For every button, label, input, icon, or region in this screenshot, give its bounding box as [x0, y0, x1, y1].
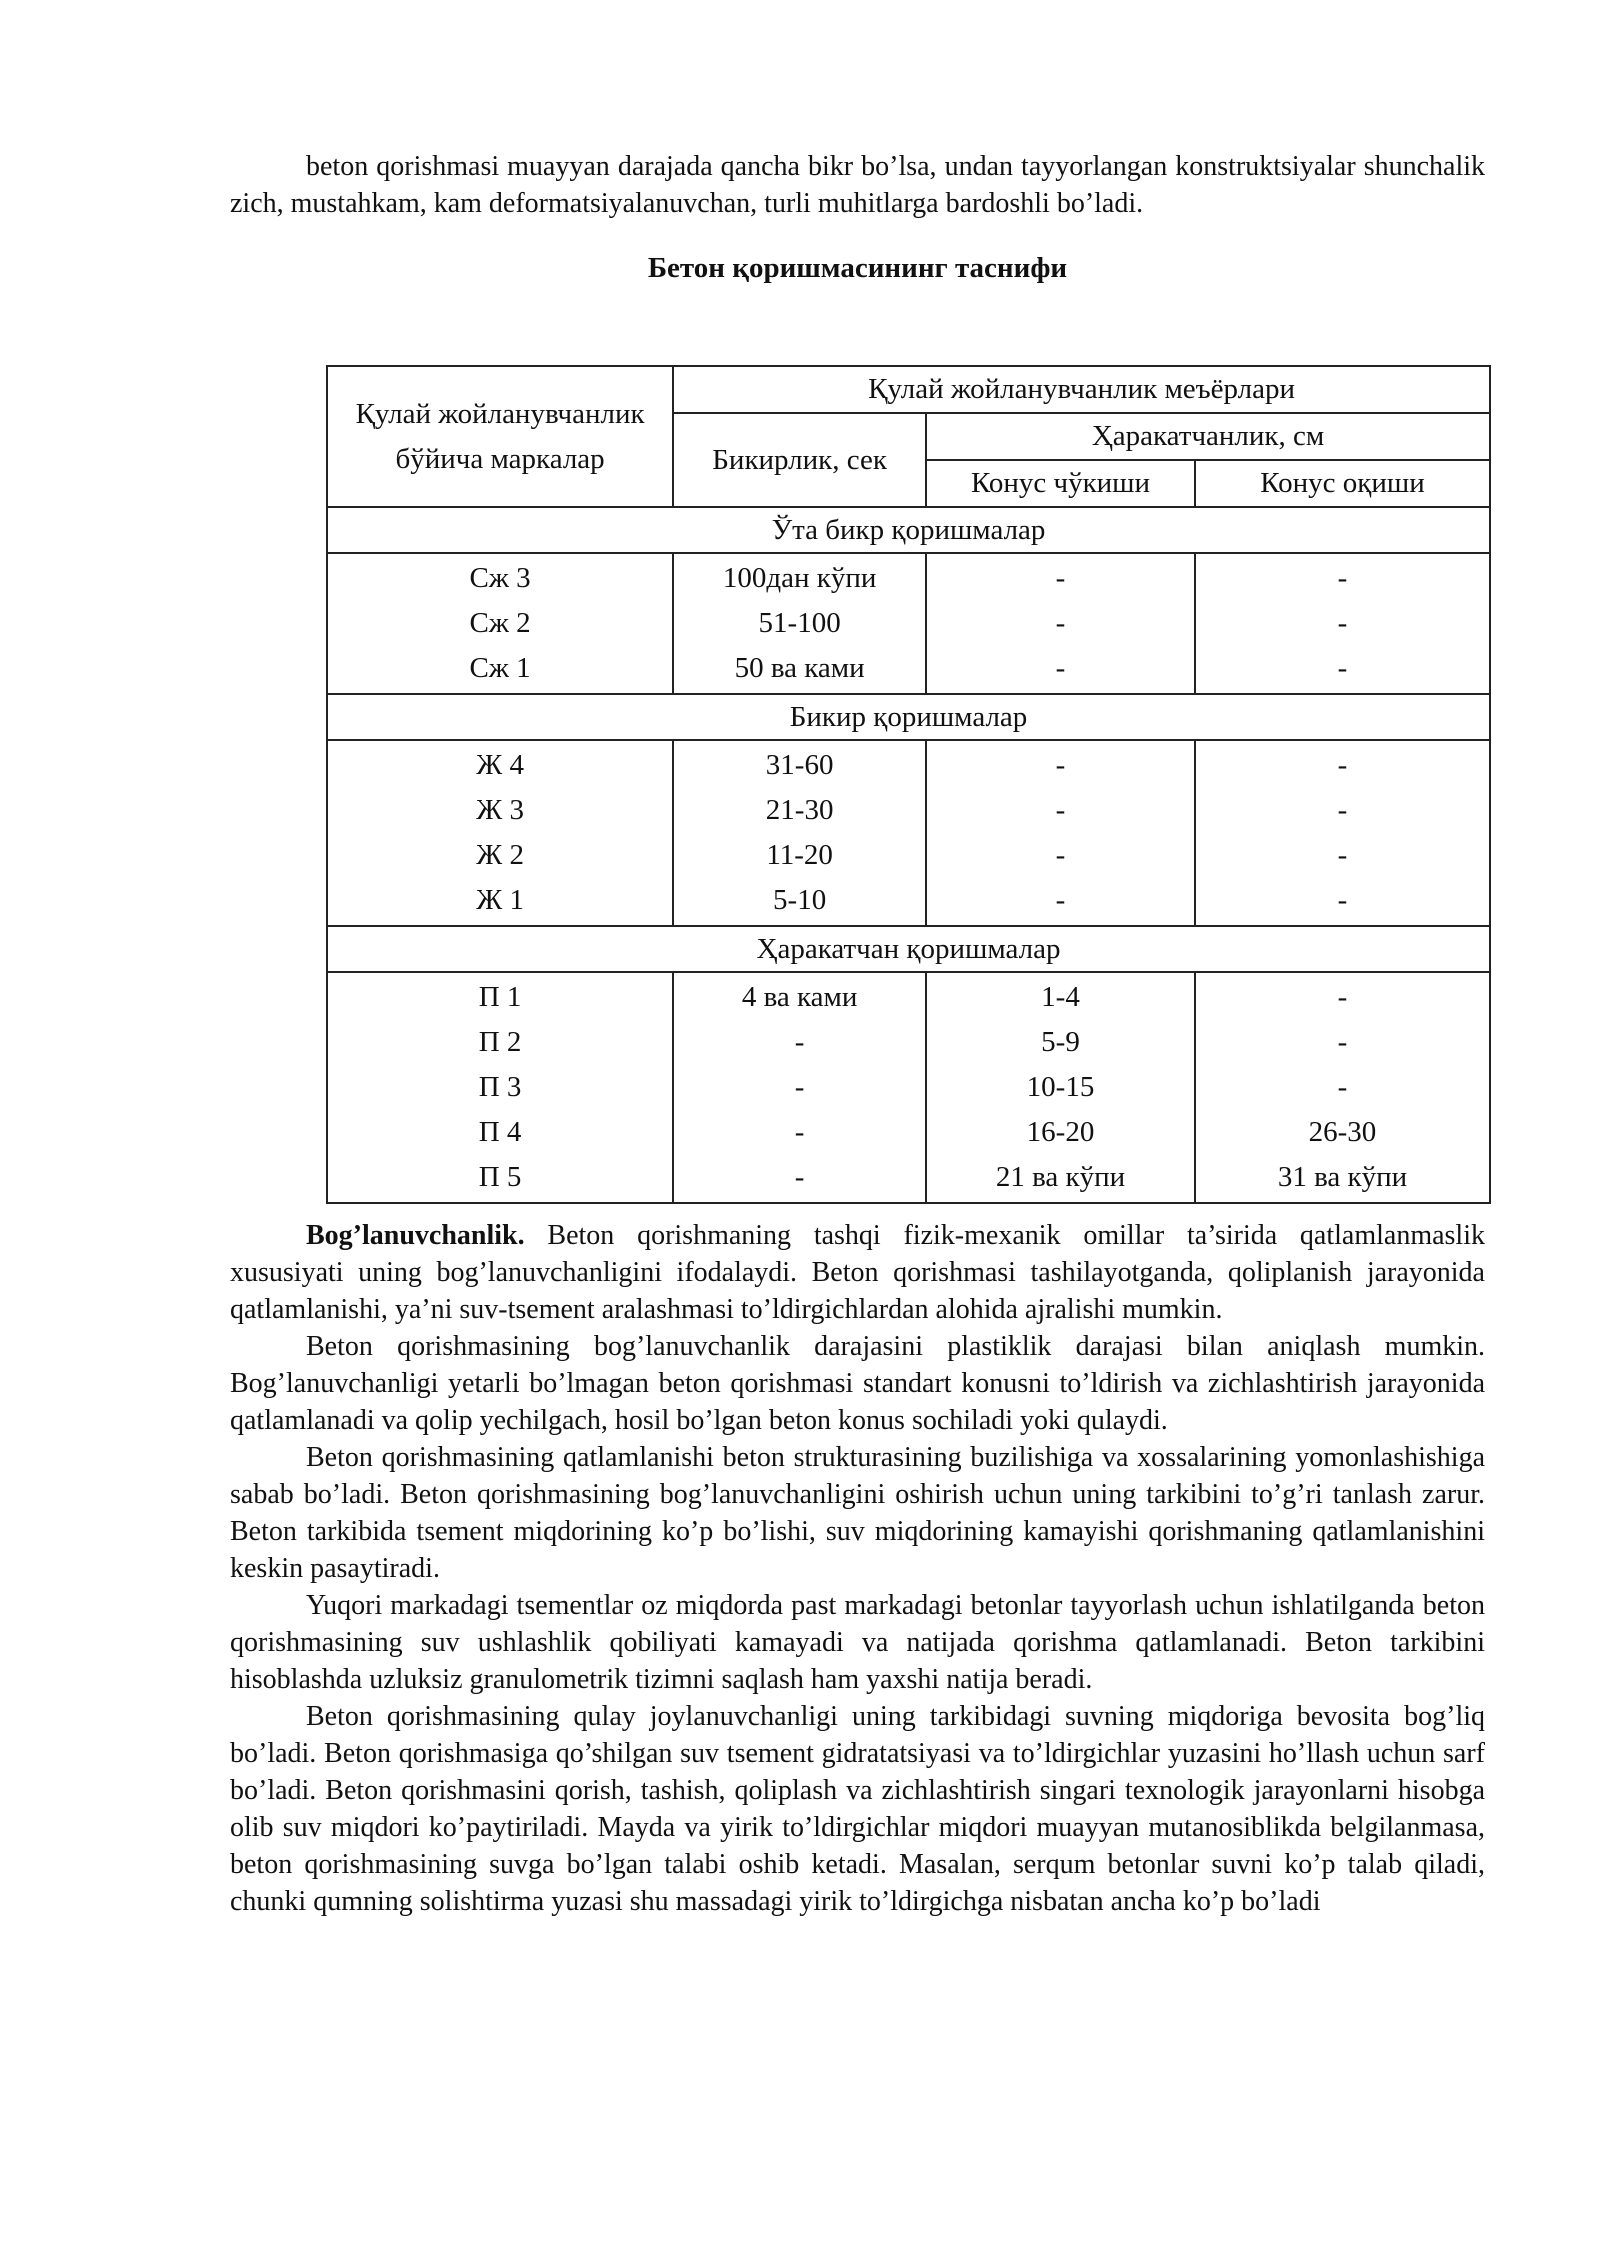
- cell-value: 4 ва ками: [741, 981, 858, 1013]
- section-title: Ҳаракатчан қоришмалар: [327, 926, 1490, 972]
- table-cell: [1195, 740, 1490, 926]
- cell-value: 31 ва кўпи: [1277, 1161, 1408, 1193]
- cell-value: -: [1055, 794, 1066, 826]
- cell-value: Ж 4: [476, 749, 524, 781]
- cell-value: Ж 2: [476, 839, 524, 871]
- cell-value: 51-100: [758, 607, 841, 639]
- cell-value: -: [1337, 839, 1348, 871]
- paragraph-lead: Bog’lanuvchanlik.: [306, 1220, 525, 1251]
- table-cell: [673, 740, 926, 926]
- paragraph: Beton qorishmasining qulay joylanuvchanligi uning tarkibidagi suvning miqdoriga bevosita bog’liq bo’ladi. Beton qorishmasiga qo’shilgan suv tsement gidratatsiyasi va to’ldirgichlar yuzasini ho’llash uchun sarf bo’ladi. Beton qorishmasini qorish, tashish, qoliplash va zichlashtirish singari texnologik jarayonlarni hisobga olib suv miqdori ko’paytiriladi. Mayda va yirik to’ldirgichlar miqdori muayyan mutanosiblikda belgilanmasa, beton qorishmasining suvga bo’lgan talabi oshib ketadi. Masalan, serqum betonlar suvni ko’p talab qiladi, chunki qumning solishtirma yuzasi shu massadagi yirik to’ldirgichga nisbatan ancha ko’p bo’ladi: [230, 1701, 1485, 1917]
- cell-value: 11-20: [766, 839, 833, 871]
- cell-value: 21 ва кўпи: [995, 1161, 1126, 1193]
- header-cone-flow: Конус оқиши: [1195, 460, 1490, 507]
- table-cell: [1195, 553, 1490, 694]
- cell-value: 31-60: [765, 749, 834, 781]
- cell-value: Сж 1: [469, 652, 531, 684]
- cell-value: П 4: [478, 1116, 522, 1148]
- header-marks-label: Қулай жойланувчанлик бўйича маркалар: [355, 397, 645, 475]
- table-cell: [926, 553, 1195, 694]
- intro-paragraph: beton qorishmasi muayyan darajada qancha bikr bo’lsa, undan tayyorlangan konstruktsiyalar shunchalik zich, mustahkam, kam deformatsiyalanuvchan, turli muhitlarga bardoshli bo’ladi.: [230, 151, 1485, 219]
- section-title: Бикир қоришмалар: [327, 694, 1490, 740]
- cell-value: -: [1055, 562, 1066, 594]
- table-cell: [926, 740, 1195, 926]
- cell-value: -: [1337, 562, 1348, 594]
- cell-value: -: [1055, 839, 1066, 871]
- header-mobility: Ҳаракатчанлик, см: [926, 413, 1490, 460]
- cell-value: 21-30: [765, 794, 834, 826]
- cell-value: -: [1337, 749, 1348, 781]
- paragraph-text: Beton qorishmaning tashqi fizik-mexanik omillar ta’sirida qatlamlanmaslik xususiyati uning bog’lanuvchanligini ifodalaydi. Beton qorishmasi tashilayotganda, qoliplanish jarayonida qatlamlanishi, ya’ni suv-tsement aralashmasi to’ldirgichlardan alohida ajralishi mumkin.: [230, 1220, 1485, 1325]
- paragraph: [230, 1217, 1485, 1328]
- cell-value: 50 ва ками: [734, 652, 865, 684]
- cell-value: -: [794, 1026, 805, 1058]
- body-text: [230, 1217, 1485, 1920]
- table-cell: [926, 972, 1195, 1203]
- cell-value: -: [1337, 1071, 1348, 1103]
- header-group: Қулай жойланувчанлик меъёрлари: [673, 366, 1490, 413]
- classification-table: [326, 365, 1491, 1204]
- cell-value: П 3: [478, 1071, 522, 1103]
- cell-value: П 5: [478, 1161, 522, 1193]
- cell-value: Ж 1: [476, 884, 524, 916]
- cell-value: -: [1055, 652, 1066, 684]
- cell-value: П 1: [478, 981, 522, 1013]
- cell-value: -: [794, 1071, 805, 1103]
- table-cell: [673, 972, 926, 1203]
- header-stiffness: Бикирлик, сек: [673, 413, 926, 507]
- section-title: Ўта бикр қоришмалар: [327, 507, 1490, 553]
- paragraph: Beton qorishmasining qatlamlanishi beton strukturasining buzilishiga va xossalarining yomonlashishiga sabab bo’ladi. Beton qorishmasining bog’lanuvchanligini oshirish uchun uning tarkibini to’g’ri tanlash zarur. Beton tarkibida tsement miqdorining ko’p bo’lishi, suv miqdorining kamayishi qorishmaning qatlamlanishini keskin pasaytiradi.: [230, 1442, 1485, 1584]
- cell-value: -: [1337, 1026, 1348, 1058]
- cell-value: -: [1055, 749, 1066, 781]
- table-cell: [327, 553, 673, 694]
- cell-value: -: [1337, 652, 1348, 684]
- paragraph: Yuqori markadagi tsementlar oz miqdorda past markadagi betonlar tayyorlash uchun ishlatilganda beton qorishmasining suv ushlashlik qobiliyati kamayadi va natijada qorishma qatlamlanadi. Beton tarkibini hisoblashda uzluksiz granulometrik tizimni saqlash ham yaxshi natija beradi.: [230, 1590, 1485, 1695]
- table-cell: [673, 553, 926, 694]
- document-page: [230, 148, 1485, 292]
- cell-value: -: [1337, 981, 1348, 1013]
- cell-value: Сж 2: [469, 607, 531, 639]
- cell-value: 10-15: [1026, 1071, 1095, 1103]
- cell-value: Сж 3: [469, 562, 531, 594]
- cell-value: П 2: [478, 1026, 522, 1058]
- header-marks: [327, 366, 673, 507]
- cell-value: -: [1337, 884, 1348, 916]
- table-title: Бетон қоришмасининг таснифи: [647, 252, 1068, 284]
- cell-value: 5-9: [1041, 1026, 1080, 1058]
- cell-value: 26-30: [1308, 1116, 1377, 1148]
- cell-value: 5-10: [773, 884, 827, 916]
- paragraph: Beton qorishmasining bog’lanuvchanlik darajasini plastiklik darajasi bilan aniqlash mumkin. Bog’lanuvchanligi yetarli bo’lmagan beton qorishmasi standart konusni to’ldirish va zichlashtirish jarayonida qatlamlanadi va qolip yechilgach, hosil bo’lgan beton konus sochiladi yoki qulaydi.: [230, 1331, 1485, 1436]
- cell-value: 16-20: [1026, 1116, 1095, 1148]
- table-cell: [1195, 972, 1490, 1203]
- cell-value: -: [1337, 607, 1348, 639]
- cell-value: 100дан кўпи: [722, 562, 877, 594]
- cell-value: -: [794, 1161, 805, 1193]
- table-cell: [327, 740, 673, 926]
- cell-value: -: [1055, 607, 1066, 639]
- cell-value: 1-4: [1041, 981, 1080, 1013]
- cell-value: -: [794, 1116, 805, 1148]
- cell-value: -: [1337, 794, 1348, 826]
- cell-value: -: [1055, 884, 1066, 916]
- header-cone-slump: Конус чўкиши: [926, 460, 1195, 507]
- table-cell: [327, 972, 673, 1203]
- cell-value: Ж 3: [476, 794, 524, 826]
